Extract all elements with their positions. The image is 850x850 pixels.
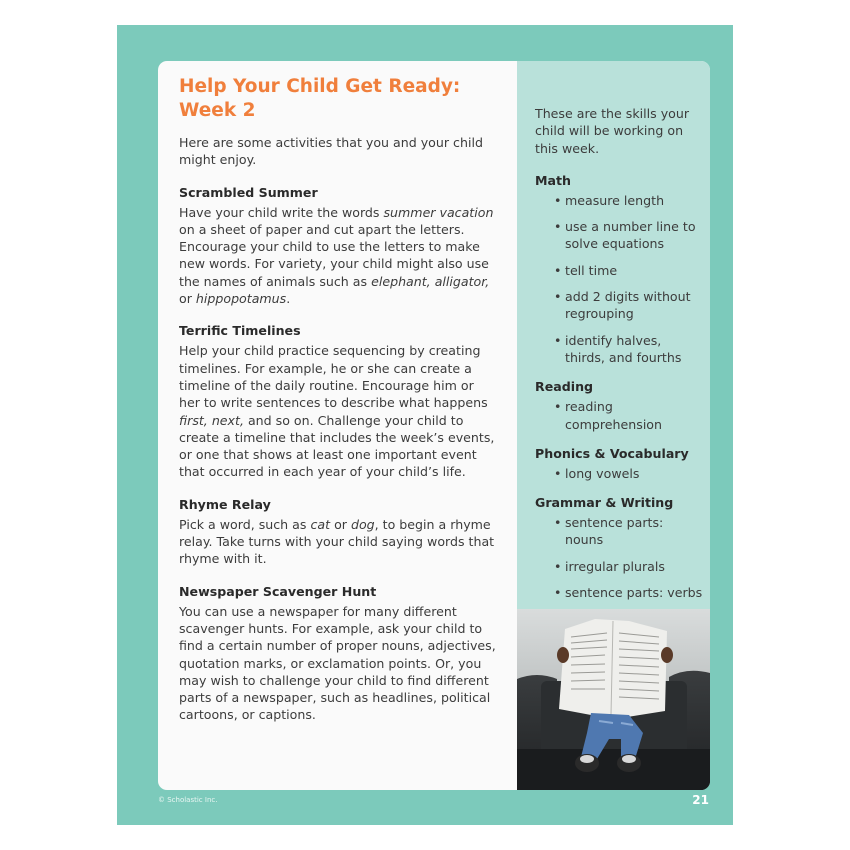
emphasized-text: dog [350,516,375,532]
body-text: Have your child write the words [179,204,384,220]
body-text: and so on. Challenge your child to create a timeline that includes the week’s events, or one that shows at least one important event that occurred in each year of your child’s life. [179,412,495,480]
skill-group-heading: Grammar & Writing [535,495,674,511]
skill-item: • use a number line to solve equations [535,218,703,253]
body-text: or [179,291,196,307]
page-number: 21 [692,793,709,807]
activities-list [179,184,497,724]
child-reading-newspaper-illustration [517,609,710,790]
skill-group-heading: Reading [535,379,594,395]
skill-group [535,445,703,482]
skill-group-heading: Phonics & Vocabulary [535,445,689,461]
skill-list [535,192,703,366]
activities-column [179,75,497,739]
copyright-text: © Scholastic Inc. [158,796,218,804]
activity-body [179,603,497,724]
activity-section [179,184,497,308]
body-text: . [286,291,291,307]
skill-group [535,494,703,601]
skill-item: • tell time [535,262,703,279]
emphasized-text: elephant, alligator, [371,273,490,289]
skill-item: • irregular plurals [535,558,703,575]
activity-section [179,496,497,568]
body-text: or [330,516,351,532]
skill-item: • identify halves, thirds, and fourths [535,332,703,367]
skill-item: • add 2 digits without regrouping [535,288,703,323]
body-text: You can use a newspaper for many different scavenger hunts. For example, ask your child to find a certain number of proper nouns, adjectives, quotation marks, or exclamation points. Or, you may wish to challenge your child to find different parts of a newspaper, such as headlines, political cartoons, or captions. [179,603,496,723]
skill-list [535,398,703,433]
skill-list [535,514,703,601]
body-text: , to begin a rhyme relay. Take turns with your child saying words that rhyme with it. [179,516,495,567]
emphasized-text: hippopotamus [195,291,287,307]
skill-group-heading: Math [535,172,572,188]
skill-group [535,378,703,433]
activity-heading: Newspaper Scavenger Hunt [179,583,377,599]
activity-section [179,583,497,724]
skill-item: • long vowels [535,465,703,482]
body-text: on a sheet of paper and cut apart the letters. Encourage your child to use the letters to make new words. For variety, your child might also use the names of animals such as [179,221,489,289]
content-card [158,61,710,790]
activity-body [179,204,497,308]
emphasized-text: cat [310,516,331,532]
skill-item: • reading comprehension [535,398,703,433]
activity-heading: Scrambled Summer [179,184,318,200]
skills-sidebar [517,61,710,609]
activity-body [179,342,497,480]
skills-intro: These are the skills your child will be working on this week. [535,106,690,156]
activity-body [179,516,497,568]
activity-heading: Terrific Timelines [179,323,301,339]
intro-text: Here are some activities that you and your child might enjoy. [179,135,483,168]
body-text: Help your child practice sequencing by creating timelines. For example, he or she can create a timeline of the daily routine. Encourage him or her to write sentences to describe what happens [179,343,488,411]
skill-item: • measure length [535,192,703,209]
body-text: Pick a word, such as [179,516,311,532]
activity-section [179,322,497,480]
skill-group [535,172,703,366]
newspaper-photo [517,609,710,790]
skill-item: • sentence parts: nouns [535,514,703,549]
emphasized-text: summer vacation [383,204,494,220]
skills-list [535,172,703,601]
page-title: Help Your Child Get Ready: Week 2 [179,76,461,121]
skill-item: • sentence parts: verbs [535,584,703,601]
activity-heading: Rhyme Relay [179,496,271,512]
skill-list [535,465,703,482]
emphasized-text: first, next, [179,412,244,428]
